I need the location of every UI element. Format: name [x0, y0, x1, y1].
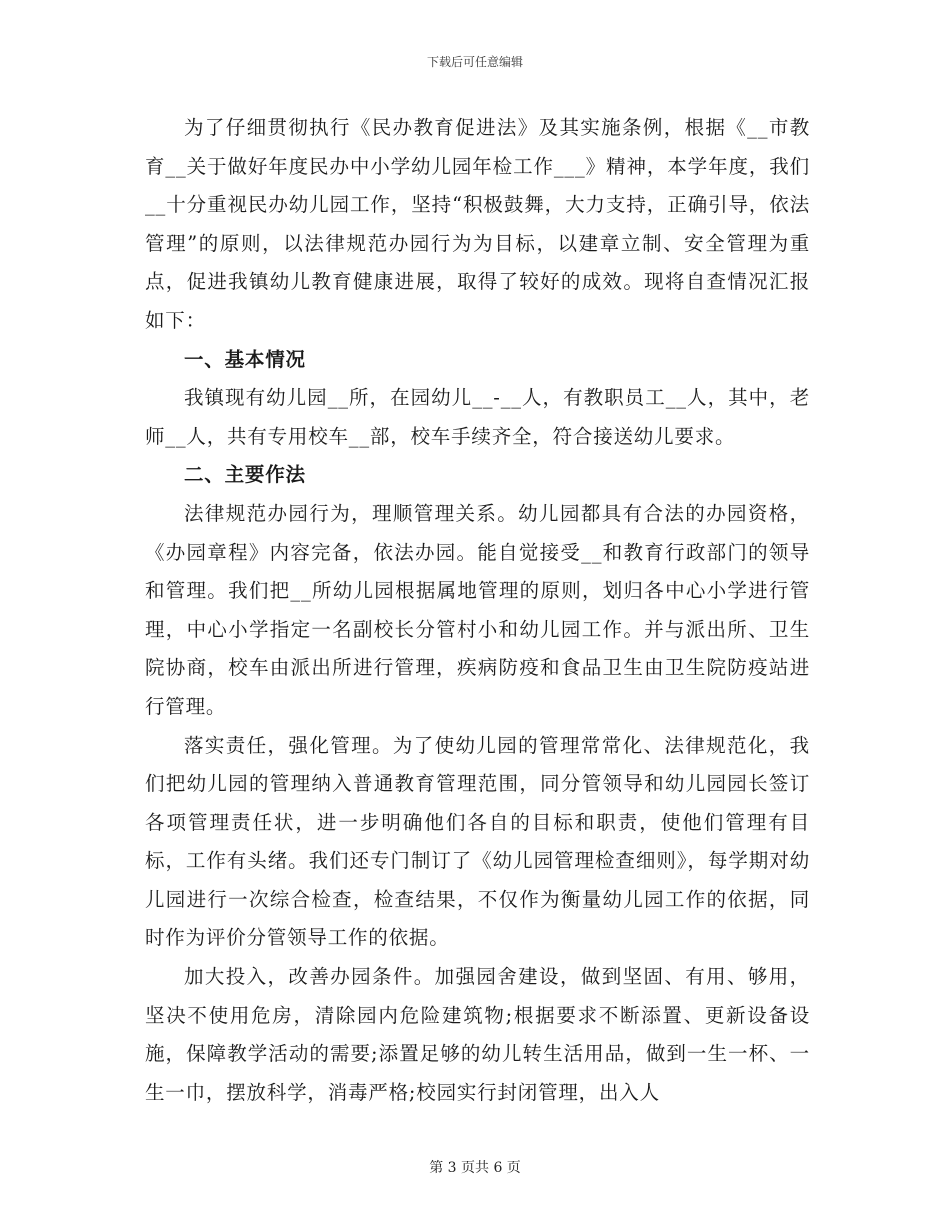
section-heading-basic-situation: 一、基本情况	[184, 347, 306, 371]
intro-paragraph: 为了仔细贯彻执行《民办教育促进法》及其实施条例，根据《__市教育__关于做好年度民办中小学幼儿园年检工作___》精神，本学年度，我们__十分重视民办幼儿园工作，坚持“积极鼓舞，大力支持，正确引导，依法管理”的原则，以法律规范办园行为为目标，以建章立制、安全管理为重点，促进我镇幼儿教育健康进展，取得了较好的成效。现将自查情况汇报如下：	[145, 116, 810, 332]
basic-situation-paragraph: 我镇现有幼儿园__所，在园幼儿__-__人，有教职员工__人，其中，老师__人，共有专用校车__部，校车手续齐全，符合接送幼儿要求。	[145, 386, 810, 448]
practices-paragraph-responsibility: 落实责任，强化管理。为了使幼儿园的管理常常化、法律规范化，我们把幼儿园的管理纳入普通教育管理范围，同分管领导和幼儿园园长签订各项管理责任状，进一步明确他们各自的目标和职责，使他们管理有目标，工作有头绪。我们还专门制订了《幼儿园管理检查细则》，每学期对幼儿园进行一次综合检查，检查结果，不仅作为衡量幼儿园工作的依据，同时作为评价分管领导工作的依据。	[145, 733, 810, 950]
practices-paragraph-investment: 加大投入，改善办园条件。加强园舍建设，做到坚固、有用、够用，坚决不使用危房，清除园内危险建筑物;根据要求不断添置、更新设备设施，保障教学活动的需要;添置足够的幼儿转生活用品，做到一生一杯、一生一巾，摆放科学，消毒严格;校园实行封闭管理，出入人	[145, 965, 810, 1104]
page-header: 下载后可任意编辑	[426, 55, 523, 69]
page-number-footer: 第 3 页共 6 页	[429, 1160, 521, 1176]
document-body	[145, 109, 810, 1112]
section-heading-main-practices: 二、主要作法	[184, 463, 306, 487]
practices-paragraph-regulation: 法律规范办园行为，理顺管理关系。幼儿园都具有合法的办园资格，《办园章程》内容完备，依法办园。能自觉接受__和教育行政部门的领导和管理。我们把__所幼儿园根据属地管理的原则，划归各中心小学进行管理，中心小学指定一名副校长分管村小和幼儿园工作。并与派出所、卫生院协商，校车由派出所进行管理，疾病防疫和食品卫生由卫生院防疫站进行管理。	[145, 501, 810, 718]
